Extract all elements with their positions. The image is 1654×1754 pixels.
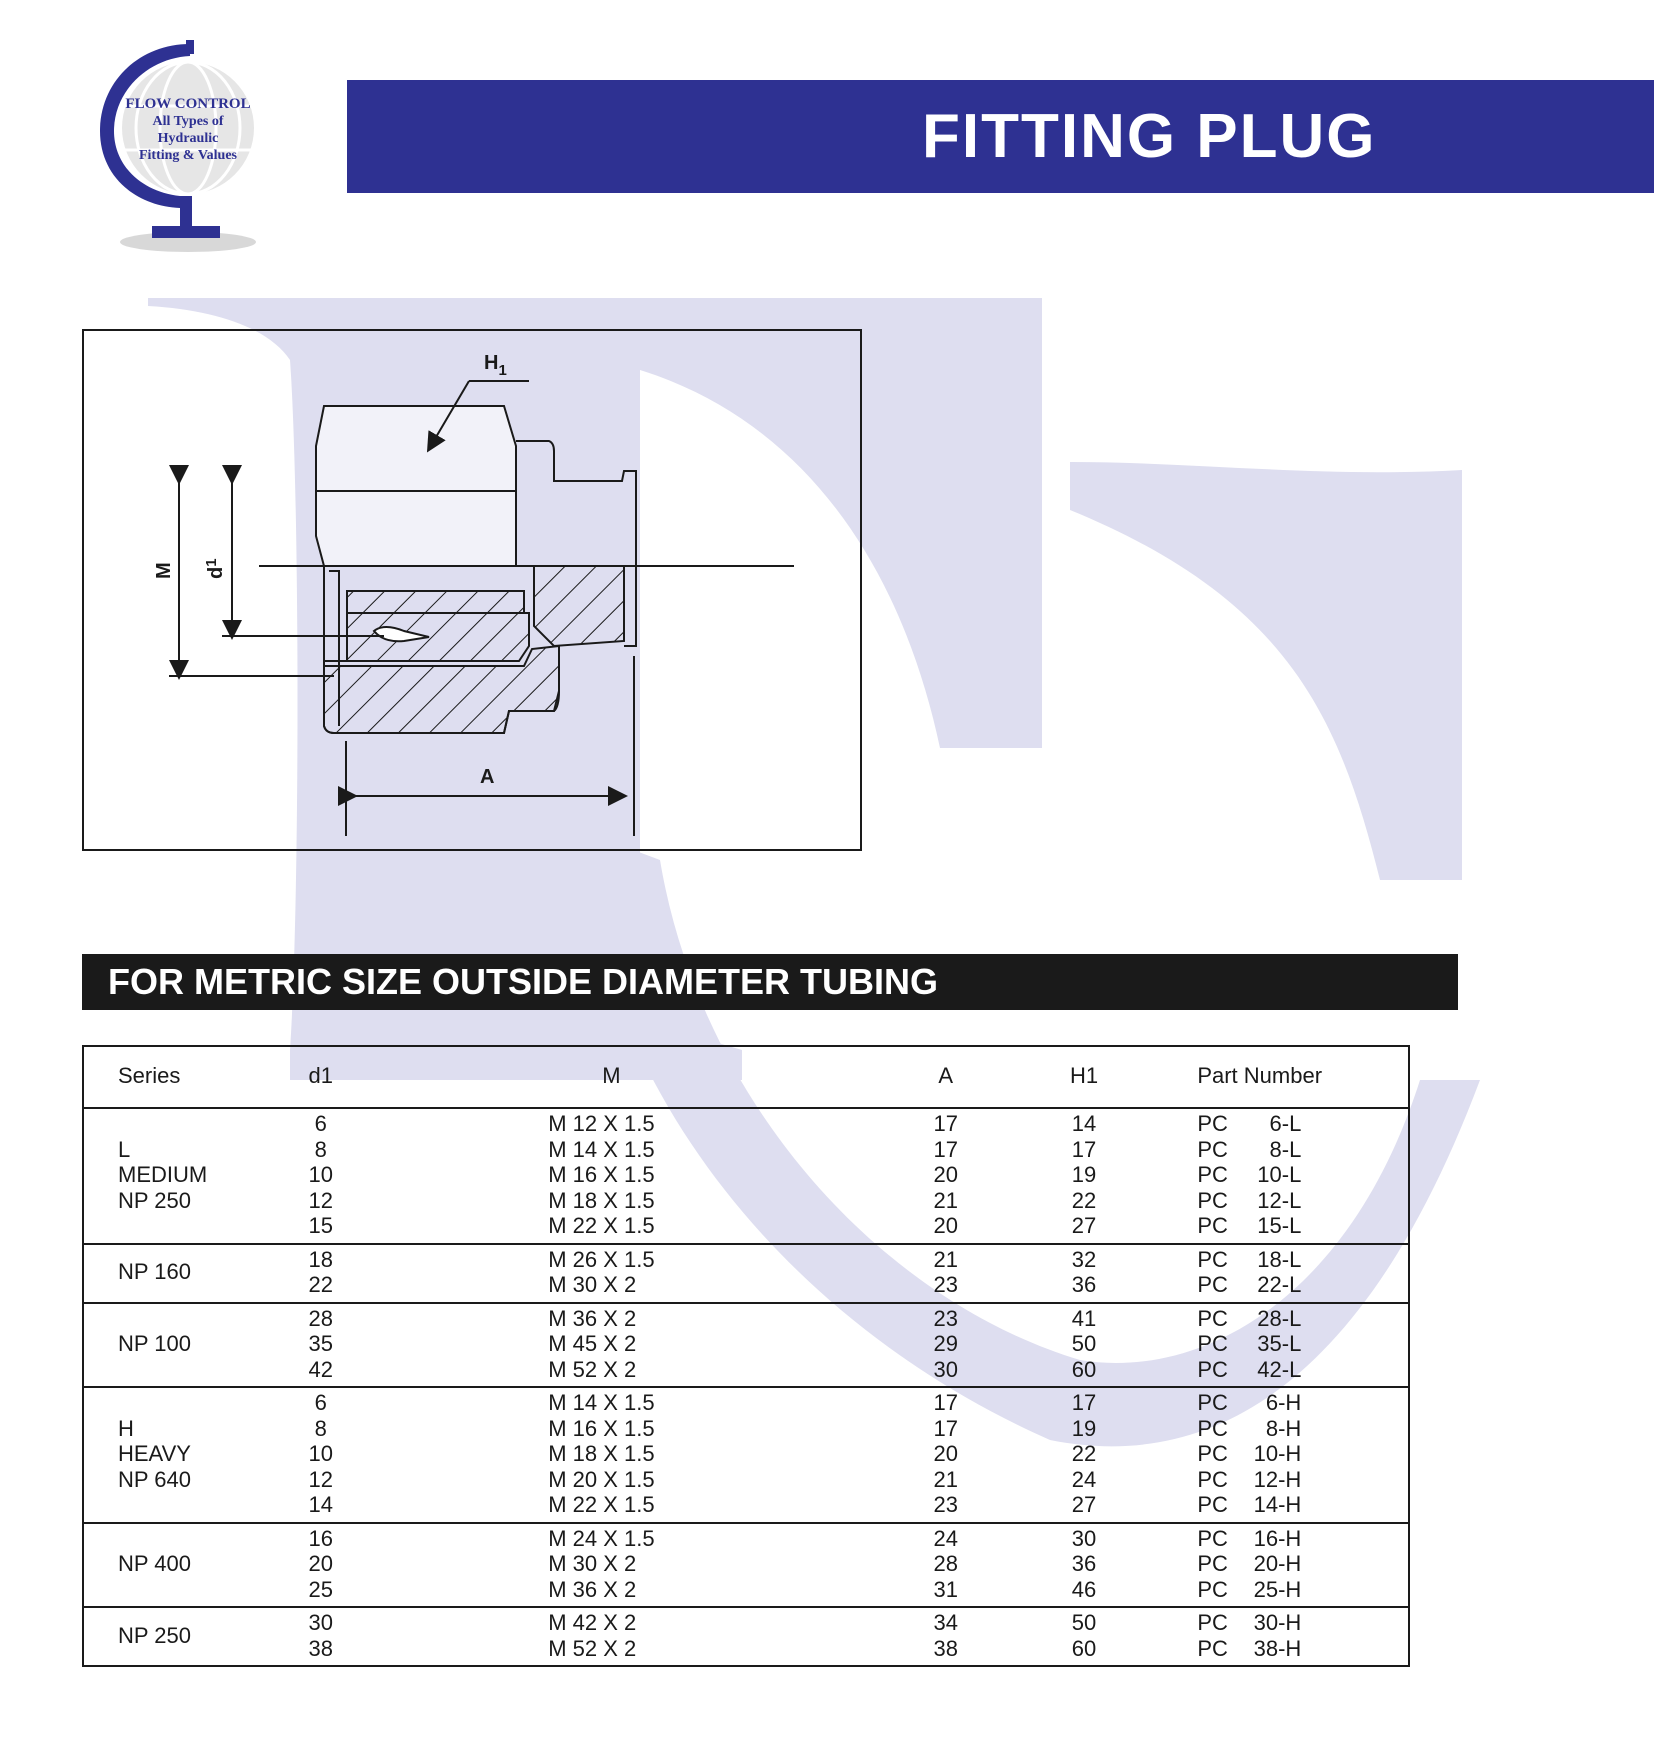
m-value: M 30 X 2 bbox=[548, 1272, 637, 1297]
part-number-prefix: PC bbox=[1197, 1162, 1228, 1187]
logo-line-3: Hydraulic bbox=[157, 131, 219, 146]
label-a: A bbox=[480, 766, 495, 788]
series-line: NP 250 bbox=[118, 1187, 191, 1213]
logo-line-4: Fitting & Values bbox=[138, 148, 237, 163]
d1-value: 20 bbox=[308, 1551, 333, 1576]
h1-value: 60 bbox=[1071, 1356, 1097, 1382]
page-title: FITTING PLUG bbox=[922, 102, 1377, 171]
part-number bbox=[1197, 1272, 1410, 1298]
part-number-cell bbox=[1169, 1244, 1410, 1303]
m-value: M 36 X 2 bbox=[548, 1305, 637, 1331]
m-cell bbox=[370, 1607, 893, 1666]
part-number bbox=[1197, 1467, 1410, 1493]
d1-value: 12 bbox=[308, 1187, 333, 1213]
d1-value: 8 bbox=[314, 1136, 327, 1162]
part-number-code: 18-L bbox=[1257, 1246, 1302, 1272]
label-d1: $d^1$ bbox=[203, 558, 227, 579]
a-value: 20 bbox=[933, 1213, 959, 1238]
part-number-code: 10-L bbox=[1257, 1162, 1302, 1187]
h1-value: 17 bbox=[1071, 1390, 1097, 1415]
part-number-cell bbox=[1169, 1523, 1410, 1608]
a-value: 21 bbox=[933, 1187, 959, 1213]
h1-value: 32 bbox=[1071, 1246, 1097, 1272]
part-number-code: 10-H bbox=[1253, 1441, 1302, 1466]
part-number-prefix: PC bbox=[1197, 1441, 1228, 1466]
part-number-code: 35-L bbox=[1257, 1331, 1302, 1356]
header-series: Series bbox=[82, 1045, 271, 1108]
m-value: M 26 X 1.5 bbox=[548, 1246, 655, 1272]
h1-value: 27 bbox=[1071, 1213, 1097, 1238]
part-number-prefix: PC bbox=[1197, 1415, 1228, 1441]
part-number-code: 42-L bbox=[1257, 1356, 1302, 1382]
a-value: 17 bbox=[933, 1136, 959, 1162]
a-cell bbox=[893, 1108, 999, 1244]
m-value: M 22 X 1.5 bbox=[548, 1213, 655, 1238]
h1-value: 30 bbox=[1071, 1525, 1097, 1551]
a-value: 23 bbox=[933, 1272, 959, 1297]
part-number-prefix: PC bbox=[1197, 1136, 1228, 1162]
d1-value: 16 bbox=[308, 1525, 333, 1551]
h1-cell bbox=[999, 1303, 1170, 1388]
a-value: 38 bbox=[933, 1635, 959, 1661]
part-number bbox=[1197, 1610, 1410, 1636]
section-title: FOR METRIC SIZE OUTSIDE DIAMETER TUBING bbox=[108, 961, 939, 1002]
h1-cell bbox=[999, 1244, 1170, 1303]
m-value: M 20 X 1.5 bbox=[548, 1466, 655, 1492]
d1-value: 14 bbox=[308, 1492, 333, 1517]
a-cell bbox=[893, 1387, 999, 1523]
a-value: 20 bbox=[933, 1441, 959, 1466]
part-number bbox=[1197, 1357, 1410, 1383]
header-d1: d1 bbox=[271, 1045, 370, 1108]
m-value: M 18 X 1.5 bbox=[548, 1187, 655, 1213]
d1-value: 15 bbox=[308, 1213, 333, 1238]
part-number-prefix: PC bbox=[1197, 1356, 1228, 1382]
d1-value: 22 bbox=[308, 1272, 333, 1297]
part-number bbox=[1197, 1306, 1410, 1332]
a-value: 21 bbox=[933, 1466, 959, 1492]
table-row bbox=[82, 1387, 1410, 1523]
part-number bbox=[1197, 1162, 1410, 1188]
h1-value: 22 bbox=[1071, 1187, 1097, 1213]
part-number-prefix: PC bbox=[1197, 1551, 1228, 1576]
d1-value: 38 bbox=[308, 1635, 333, 1661]
part-number bbox=[1197, 1188, 1410, 1214]
drawing-svg bbox=[84, 331, 860, 849]
series-line: NP 250 bbox=[118, 1622, 191, 1648]
title-banner bbox=[347, 80, 1654, 193]
series-cell bbox=[82, 1387, 271, 1523]
part-number bbox=[1197, 1526, 1410, 1552]
logo-line-2: All Types of bbox=[152, 114, 224, 129]
header-h1: H1 bbox=[999, 1045, 1170, 1108]
part-number-code: 22-L bbox=[1257, 1272, 1302, 1297]
series-cell bbox=[82, 1607, 271, 1666]
m-cell bbox=[370, 1523, 893, 1608]
part-number-cell bbox=[1169, 1303, 1410, 1388]
m-value: M 52 X 2 bbox=[548, 1635, 637, 1661]
m-value: M 16 X 1.5 bbox=[548, 1162, 655, 1187]
header-a: A bbox=[893, 1045, 999, 1108]
m-value: M 18 X 1.5 bbox=[548, 1441, 655, 1466]
series-cell bbox=[82, 1523, 271, 1608]
a-value: 34 bbox=[933, 1610, 959, 1635]
table-row bbox=[82, 1523, 1410, 1608]
m-value: M 14 X 1.5 bbox=[548, 1136, 655, 1162]
table-body bbox=[82, 1108, 1410, 1666]
h1-value: 46 bbox=[1071, 1576, 1097, 1602]
m-cell bbox=[370, 1108, 893, 1244]
part-number-prefix: PC bbox=[1197, 1492, 1228, 1517]
d1-value: 30 bbox=[308, 1610, 333, 1635]
a-value: 29 bbox=[933, 1331, 959, 1356]
a-value: 17 bbox=[933, 1415, 959, 1441]
part-number-code: 15-L bbox=[1257, 1213, 1302, 1238]
series-cell bbox=[82, 1244, 271, 1303]
d1-value: 18 bbox=[308, 1246, 333, 1272]
m-cell bbox=[370, 1303, 893, 1388]
m-value: M 36 X 2 bbox=[548, 1576, 637, 1602]
d1-cell bbox=[271, 1387, 370, 1523]
part-number-code: 6-L bbox=[1269, 1111, 1302, 1136]
part-number bbox=[1197, 1390, 1410, 1416]
part-number-cell bbox=[1169, 1387, 1410, 1523]
part-number-cell bbox=[1169, 1108, 1410, 1244]
part-number-code: 28-L bbox=[1257, 1305, 1302, 1331]
h1-value: 14 bbox=[1071, 1111, 1097, 1136]
d1-cell bbox=[271, 1244, 370, 1303]
logo-line-1: FLOW CONTROL bbox=[125, 96, 251, 112]
part-number-cell bbox=[1169, 1607, 1410, 1666]
a-cell bbox=[893, 1244, 999, 1303]
series-line: L bbox=[118, 1136, 131, 1162]
h1-value: 19 bbox=[1071, 1415, 1097, 1441]
m-value: M 14 X 1.5 bbox=[548, 1390, 655, 1415]
h1-value: 22 bbox=[1071, 1441, 1097, 1466]
part-number-code: 6-H bbox=[1265, 1390, 1302, 1415]
d1-value: 10 bbox=[308, 1441, 333, 1466]
logo-text bbox=[120, 96, 256, 164]
part-number-code: 20-H bbox=[1253, 1551, 1302, 1576]
label-h1: $H_1$ bbox=[484, 352, 507, 379]
h1-value: 24 bbox=[1071, 1466, 1097, 1492]
part-number bbox=[1197, 1247, 1410, 1273]
d1-cell bbox=[271, 1607, 370, 1666]
section-header bbox=[82, 954, 1458, 1010]
m-value: M 42 X 2 bbox=[548, 1610, 637, 1635]
h1-cell bbox=[999, 1523, 1170, 1608]
series-line: MEDIUM bbox=[118, 1162, 208, 1187]
d1-cell bbox=[271, 1523, 370, 1608]
m-value: M 22 X 1.5 bbox=[548, 1492, 655, 1517]
a-value: 28 bbox=[933, 1551, 959, 1576]
a-value: 23 bbox=[933, 1492, 959, 1517]
h1-value: 50 bbox=[1071, 1610, 1097, 1635]
a-value: 20 bbox=[933, 1162, 959, 1187]
part-number-code: 38-H bbox=[1253, 1635, 1302, 1661]
table-row bbox=[82, 1244, 1410, 1303]
m-value: M 12 X 1.5 bbox=[548, 1111, 655, 1136]
part-number-prefix: PC bbox=[1197, 1187, 1228, 1213]
table-row bbox=[82, 1607, 1410, 1666]
part-number-prefix: PC bbox=[1197, 1466, 1228, 1492]
part-number bbox=[1197, 1636, 1410, 1662]
part-number-prefix: PC bbox=[1197, 1246, 1228, 1272]
d1-value: 8 bbox=[314, 1415, 327, 1441]
header-m: M bbox=[370, 1045, 893, 1108]
d1-value: 6 bbox=[314, 1390, 327, 1415]
part-number-code: 30-H bbox=[1253, 1610, 1302, 1635]
h1-value: 36 bbox=[1071, 1551, 1097, 1576]
part-number-prefix: PC bbox=[1197, 1576, 1228, 1602]
a-cell bbox=[893, 1303, 999, 1388]
part-number bbox=[1197, 1213, 1410, 1239]
d1-value: 35 bbox=[308, 1331, 333, 1356]
part-number bbox=[1197, 1111, 1410, 1137]
series-line: HEAVY bbox=[118, 1441, 191, 1466]
part-number-prefix: PC bbox=[1197, 1525, 1228, 1551]
series-cell bbox=[82, 1303, 271, 1388]
d1-value: 28 bbox=[308, 1305, 333, 1331]
part-number-prefix: PC bbox=[1197, 1610, 1228, 1635]
m-value: M 45 X 2 bbox=[548, 1331, 637, 1356]
d1-cell bbox=[271, 1108, 370, 1244]
fitting-plug-drawing bbox=[82, 329, 862, 851]
part-number bbox=[1197, 1441, 1410, 1467]
part-number bbox=[1197, 1551, 1410, 1577]
a-value: 30 bbox=[933, 1356, 959, 1382]
h1-value: 27 bbox=[1071, 1492, 1097, 1517]
a-value: 23 bbox=[933, 1305, 959, 1331]
a-cell bbox=[893, 1607, 999, 1666]
d1-value: 42 bbox=[308, 1356, 333, 1382]
series-line: NP 100 bbox=[118, 1331, 191, 1356]
part-number-code: 14-H bbox=[1253, 1492, 1302, 1517]
part-number-code: 8-H bbox=[1265, 1415, 1302, 1441]
header-part-number: Part Number bbox=[1169, 1045, 1410, 1108]
series-line: NP 160 bbox=[118, 1259, 191, 1285]
h1-value: 50 bbox=[1071, 1331, 1097, 1356]
h1-cell bbox=[999, 1108, 1170, 1244]
a-value: 31 bbox=[933, 1576, 959, 1602]
m-cell bbox=[370, 1387, 893, 1523]
h1-value: 17 bbox=[1071, 1136, 1097, 1162]
part-number-prefix: PC bbox=[1197, 1331, 1228, 1356]
a-cell bbox=[893, 1523, 999, 1608]
part-number-prefix: PC bbox=[1197, 1213, 1228, 1238]
part-number-code: 25-H bbox=[1253, 1576, 1302, 1602]
d1-value: 25 bbox=[308, 1576, 333, 1602]
series-line: NP 640 bbox=[118, 1466, 191, 1492]
a-value: 17 bbox=[933, 1390, 959, 1415]
table-row bbox=[82, 1108, 1410, 1244]
a-value: 24 bbox=[933, 1525, 959, 1551]
d1-value: 6 bbox=[314, 1111, 327, 1136]
part-number-prefix: PC bbox=[1197, 1305, 1228, 1331]
table-row bbox=[82, 1303, 1410, 1388]
label-m: M bbox=[153, 562, 175, 579]
m-value: M 16 X 1.5 bbox=[548, 1415, 655, 1441]
h1-value: 41 bbox=[1071, 1305, 1097, 1331]
spec-table bbox=[82, 1045, 1410, 1667]
a-value: 17 bbox=[933, 1111, 959, 1136]
part-number bbox=[1197, 1577, 1410, 1603]
m-value: M 52 X 2 bbox=[548, 1356, 637, 1382]
h1-value: 19 bbox=[1071, 1162, 1097, 1187]
h1-cell bbox=[999, 1607, 1170, 1666]
d1-value: 10 bbox=[308, 1162, 333, 1187]
part-number-code: 12-L bbox=[1257, 1187, 1302, 1213]
m-value: M 24 X 1.5 bbox=[548, 1525, 655, 1551]
part-number bbox=[1197, 1137, 1410, 1163]
d1-cell bbox=[271, 1303, 370, 1388]
part-number bbox=[1197, 1331, 1410, 1357]
part-number-prefix: PC bbox=[1197, 1272, 1228, 1297]
h1-value: 36 bbox=[1071, 1272, 1097, 1297]
series-line: H bbox=[118, 1415, 134, 1441]
m-value: M 30 X 2 bbox=[548, 1551, 637, 1576]
series-line: NP 400 bbox=[118, 1551, 191, 1576]
part-number-code: 16-H bbox=[1253, 1525, 1302, 1551]
part-number-prefix: PC bbox=[1197, 1111, 1228, 1136]
d1-value: 12 bbox=[308, 1466, 333, 1492]
part-number-code: 8-L bbox=[1269, 1136, 1302, 1162]
m-cell bbox=[370, 1244, 893, 1303]
a-value: 21 bbox=[933, 1246, 959, 1272]
part-number bbox=[1197, 1416, 1410, 1442]
h1-cell bbox=[999, 1387, 1170, 1523]
table-header-row bbox=[82, 1045, 1410, 1108]
part-number-prefix: PC bbox=[1197, 1635, 1228, 1661]
part-number-prefix: PC bbox=[1197, 1390, 1228, 1415]
h1-value: 60 bbox=[1071, 1635, 1097, 1661]
part-number bbox=[1197, 1492, 1410, 1518]
part-number-code: 12-H bbox=[1253, 1466, 1302, 1492]
series-cell bbox=[82, 1108, 271, 1244]
